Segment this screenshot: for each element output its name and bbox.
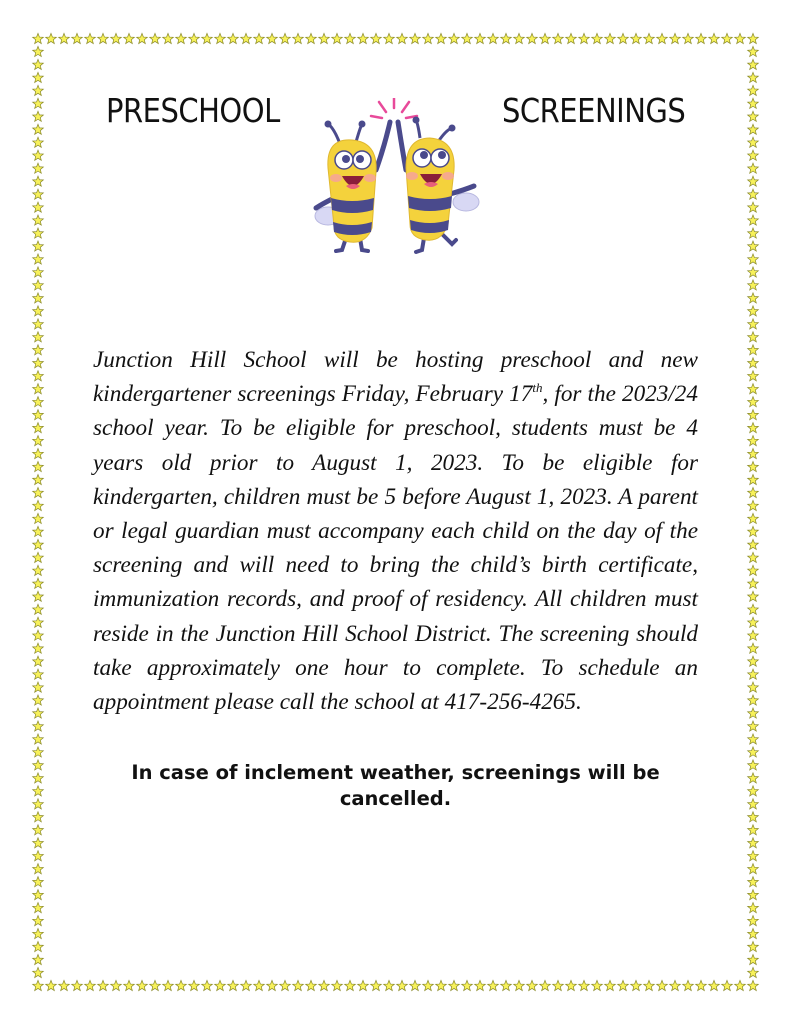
border-star-icon (33, 721, 44, 731)
border-star-icon (384, 33, 395, 43)
border-star-icon (33, 189, 44, 199)
border-star-icon (215, 980, 226, 990)
border-star-icon (85, 980, 96, 990)
border-star-icon (33, 46, 44, 56)
border-star-icon (176, 33, 187, 43)
border-star-icon (332, 980, 343, 990)
border-star-icon (475, 980, 486, 990)
border-star-icon (176, 980, 187, 990)
border-star-icon (748, 838, 759, 848)
border-star-icon (33, 747, 44, 757)
border-star-icon (748, 371, 759, 381)
border-star-icon (748, 397, 759, 407)
border-star-icon (33, 617, 44, 627)
border-star-icon (748, 423, 759, 433)
border-star-icon (748, 799, 759, 809)
border-star-icon (748, 474, 759, 484)
border-star-icon (150, 980, 161, 990)
border-star-icon (33, 695, 44, 705)
border-star-icon (748, 111, 759, 121)
border-star-icon (748, 980, 759, 990)
border-star-icon (748, 669, 759, 679)
border-star-icon (72, 980, 83, 990)
border-star-icon (748, 916, 759, 926)
border-star-icon (748, 617, 759, 627)
border-star-icon (33, 423, 44, 433)
border-star-icon (748, 462, 759, 472)
border-star-icon (46, 980, 57, 990)
border-star-icon (592, 980, 603, 990)
border-star-icon (33, 630, 44, 640)
border-star-icon (33, 85, 44, 95)
border-star-icon (748, 604, 759, 614)
border-star-icon (553, 33, 564, 43)
border-star-icon (33, 254, 44, 264)
border-star-icon (748, 539, 759, 549)
border-star-icon (397, 33, 408, 43)
border-star-icon (33, 267, 44, 277)
border-star-icon (748, 967, 759, 977)
border-star-icon (709, 33, 720, 43)
border-star-icon (33, 812, 44, 822)
border-star-icon (384, 980, 395, 990)
border-star-icon (748, 85, 759, 95)
border-star-icon (657, 980, 668, 990)
border-star-icon (748, 487, 759, 497)
border-star-icon (267, 33, 278, 43)
border-star-icon (33, 773, 44, 783)
border-star-icon (553, 980, 564, 990)
border-star-icon (371, 980, 382, 990)
border-star-icon (150, 33, 161, 43)
border-star-icon (33, 241, 44, 251)
border-star-icon (33, 150, 44, 160)
border-star-icon (748, 877, 759, 887)
border-star-icon (748, 500, 759, 510)
border-star-icon (748, 825, 759, 835)
title-screenings: SCREENINGS (502, 92, 686, 131)
border-star-icon (33, 176, 44, 186)
border-star-icon (111, 33, 122, 43)
border-star-icon (748, 643, 759, 653)
border-star-icon (319, 33, 330, 43)
border-star-icon (33, 358, 44, 368)
border-star-icon (748, 903, 759, 913)
border-star-icon (59, 33, 70, 43)
border-star-icon (33, 552, 44, 562)
border-star-icon (33, 851, 44, 861)
border-star-icon (33, 72, 44, 82)
border-star-icon (696, 980, 707, 990)
border-star-icon (293, 980, 304, 990)
border-star-icon (748, 150, 759, 160)
border-star-icon (436, 980, 447, 990)
border-star-icon (306, 980, 317, 990)
border-star-icon (696, 33, 707, 43)
border-star-icon (33, 98, 44, 108)
border-star-icon (33, 163, 44, 173)
border-star-icon (33, 669, 44, 679)
border-star-icon (33, 215, 44, 225)
border-star-icon (592, 33, 603, 43)
border-star-icon (46, 33, 57, 43)
border-star-icon (33, 449, 44, 459)
border-star-icon (371, 33, 382, 43)
border-star-icon (33, 462, 44, 472)
border-star-icon (33, 916, 44, 926)
border-star-icon (111, 980, 122, 990)
border-star-icon (722, 33, 733, 43)
border-star-icon (605, 33, 616, 43)
border-star-icon (683, 980, 694, 990)
border-star-icon (358, 980, 369, 990)
border-star-icon (267, 980, 278, 990)
border-star-icon (33, 487, 44, 497)
border-star-icon (670, 980, 681, 990)
border-star-icon (709, 980, 720, 990)
border-star-icon (33, 643, 44, 653)
border-star-icon (748, 137, 759, 147)
border-star-icon (540, 33, 551, 43)
border-star-icon (748, 656, 759, 666)
border-star-icon (748, 410, 759, 420)
border-star-icon (293, 33, 304, 43)
border-star-icon (33, 877, 44, 887)
border-star-icon (657, 33, 668, 43)
border-star-icon (33, 500, 44, 510)
border-star-icon (33, 941, 44, 951)
date-ordinal-suffix: th (532, 380, 543, 396)
border-star-icon (59, 980, 70, 990)
border-star-icon (33, 59, 44, 69)
border-star-icon (33, 656, 44, 666)
border-star-icon (33, 864, 44, 874)
border-star-icon (72, 33, 83, 43)
border-star-icon (748, 851, 759, 861)
border-star-icon (501, 33, 512, 43)
border-star-icon (85, 33, 96, 43)
border-star-icon (748, 760, 759, 770)
border-star-icon (33, 903, 44, 913)
border-star-icon (449, 980, 460, 990)
border-star-icon (748, 267, 759, 277)
border-star-icon (462, 33, 473, 43)
border-star-icon (33, 33, 44, 43)
border-star-icon (33, 474, 44, 484)
border-star-icon (540, 980, 551, 990)
border-star-icon (631, 980, 642, 990)
border-star-icon (748, 812, 759, 822)
border-star-icon (215, 33, 226, 43)
border-star-icon (748, 332, 759, 342)
border-star-icon (33, 967, 44, 977)
border-star-icon (748, 176, 759, 186)
border-star-icon (33, 345, 44, 355)
border-star-icon (748, 695, 759, 705)
border-star-icon (33, 526, 44, 536)
border-star-icon (423, 33, 434, 43)
border-star-icon (345, 980, 356, 990)
border-star-icon (332, 33, 343, 43)
border-star-icon (33, 280, 44, 290)
border-star-icon (618, 980, 629, 990)
border-star-icon (488, 980, 499, 990)
border-star-icon (527, 33, 538, 43)
border-star-icon (748, 72, 759, 82)
border-star-icon (748, 59, 759, 69)
border-star-icon (748, 280, 759, 290)
border-star-icon (488, 33, 499, 43)
border-star-icon (748, 513, 759, 523)
border-star-icon (137, 980, 148, 990)
border-star-icon (566, 980, 577, 990)
border-star-icon (748, 747, 759, 757)
border-star-icon (254, 980, 265, 990)
border-star-icon (748, 864, 759, 874)
border-star-icon (98, 980, 109, 990)
border-star-icon (436, 33, 447, 43)
high-five-bees-icon (306, 98, 484, 260)
border-star-icon (33, 799, 44, 809)
announcement-body (93, 343, 698, 719)
border-star-icon (514, 980, 525, 990)
border-star-icon (124, 980, 135, 990)
border-star-icon (475, 33, 486, 43)
border-star-icon (33, 111, 44, 121)
border-star-icon (319, 980, 330, 990)
border-star-icon (748, 630, 759, 640)
border-star-icon (33, 578, 44, 588)
border-star-icon (683, 33, 694, 43)
body-text-part1: Junction Hill School will be hosting preschool and new kindergartener screenings Friday, February 17 (93, 347, 698, 408)
border-star-icon (631, 33, 642, 43)
border-star-icon (33, 682, 44, 692)
border-star-icon (514, 33, 525, 43)
border-star-icon (748, 163, 759, 173)
border-star-icon (748, 345, 759, 355)
border-star-icon (644, 980, 655, 990)
border-star-icon (189, 33, 200, 43)
border-star-icon (423, 980, 434, 990)
border-star-icon (254, 33, 265, 43)
border-star-icon (33, 539, 44, 549)
border-star-icon (748, 786, 759, 796)
border-star-icon (202, 33, 213, 43)
border-star-icon (527, 980, 538, 990)
border-star-icon (33, 838, 44, 848)
border-star-icon (735, 33, 746, 43)
weather-notice: In case of inclement weather, screenings will be cancelled. (131, 761, 660, 810)
border-star-icon (748, 254, 759, 264)
border-star-icon (748, 189, 759, 199)
border-star-icon (189, 980, 200, 990)
border-star-icon (280, 33, 291, 43)
border-star-icon (748, 46, 759, 56)
border-star-icon (462, 980, 473, 990)
border-star-icon (579, 33, 590, 43)
border-star-icon (241, 33, 252, 43)
border-star-icon (33, 436, 44, 446)
border-star-icon (33, 124, 44, 134)
border-star-icon (748, 202, 759, 212)
border-star-icon (644, 33, 655, 43)
border-star-icon (33, 591, 44, 601)
border-star-icon (748, 526, 759, 536)
border-star-icon (748, 33, 759, 43)
border-star-icon (397, 980, 408, 990)
border-star-icon (33, 954, 44, 964)
border-star-icon (748, 578, 759, 588)
border-star-icon (345, 33, 356, 43)
border-star-icon (748, 306, 759, 316)
border-star-icon (735, 980, 746, 990)
border-star-icon (748, 384, 759, 394)
border-star-icon (33, 319, 44, 329)
border-star-icon (748, 552, 759, 562)
border-star-icon (748, 565, 759, 575)
border-star-icon (748, 954, 759, 964)
border-star-icon (33, 202, 44, 212)
border-star-icon (618, 33, 629, 43)
border-star-icon (410, 33, 421, 43)
border-star-icon (33, 565, 44, 575)
border-star-icon (33, 604, 44, 614)
border-star-icon (748, 682, 759, 692)
border-star-icon (33, 786, 44, 796)
border-star-icon (501, 980, 512, 990)
border-star-icon (228, 980, 239, 990)
border-star-icon (137, 33, 148, 43)
border-star-icon (33, 371, 44, 381)
border-star-icon (748, 228, 759, 238)
border-star-icon (748, 941, 759, 951)
border-star-icon (358, 33, 369, 43)
border-star-icon (33, 384, 44, 394)
border-star-icon (33, 137, 44, 147)
border-star-icon (748, 293, 759, 303)
border-star-icon (33, 734, 44, 744)
border-star-icon (306, 33, 317, 43)
border-star-icon (33, 513, 44, 523)
border-star-icon (410, 980, 421, 990)
border-star-icon (748, 215, 759, 225)
border-star-icon (33, 929, 44, 939)
border-star-icon (33, 760, 44, 770)
title-preschool: PRESCHOOL (106, 92, 280, 131)
border-star-icon (722, 980, 733, 990)
border-star-icon (748, 241, 759, 251)
border-star-icon (748, 358, 759, 368)
border-star-icon (748, 773, 759, 783)
body-text-part2: , for the 2023/24 school year. To be eligible for preschool, students must be 4 years old prior to August 1, 2023. To be eligible for kindergarten, children must be 5 before August 1, 2023. A parent or legal guardian must accompany each child on the day of the screening and will need to bring the child’s birth certificate, immunization records, and proof of residency. All children must reside in the Junction Hill School District. The screening should take approximately one hour to complete. To schedule an appointment please call the school at 417-256-4265. (93, 381, 698, 716)
border-star-icon (33, 293, 44, 303)
border-star-icon (748, 98, 759, 108)
border-star-icon (202, 980, 213, 990)
border-star-icon (748, 449, 759, 459)
border-star-icon (566, 33, 577, 43)
border-star-icon (241, 980, 252, 990)
border-star-icon (33, 306, 44, 316)
border-star-icon (748, 708, 759, 718)
border-star-icon (33, 890, 44, 900)
border-star-icon (33, 228, 44, 238)
border-star-icon (748, 591, 759, 601)
border-star-icon (33, 410, 44, 420)
border-star-icon (98, 33, 109, 43)
border-star-icon (748, 890, 759, 900)
border-star-icon (748, 929, 759, 939)
border-star-icon (33, 825, 44, 835)
border-star-icon (33, 980, 44, 990)
border-star-icon (579, 980, 590, 990)
border-star-icon (748, 319, 759, 329)
border-star-icon (33, 332, 44, 342)
border-star-icon (163, 980, 174, 990)
border-star-icon (748, 734, 759, 744)
border-star-icon (449, 33, 460, 43)
border-star-icon (670, 33, 681, 43)
border-star-icon (228, 33, 239, 43)
border-star-icon (605, 980, 616, 990)
border-star-icon (280, 980, 291, 990)
border-star-icon (124, 33, 135, 43)
border-star-icon (33, 397, 44, 407)
border-star-icon (748, 721, 759, 731)
border-star-icon (163, 33, 174, 43)
border-star-icon (748, 124, 759, 134)
border-star-icon (33, 708, 44, 718)
border-star-icon (748, 436, 759, 446)
